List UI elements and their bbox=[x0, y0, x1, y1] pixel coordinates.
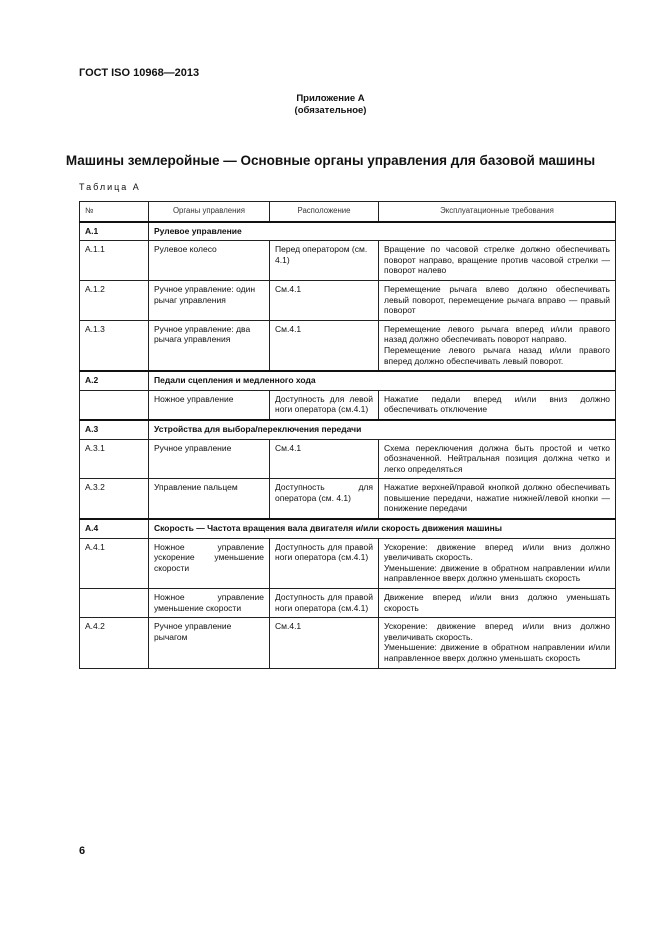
row-num: А.4.1 bbox=[80, 538, 149, 588]
section-title: Рулевое управление bbox=[149, 222, 616, 241]
row-location: См.4.1 bbox=[270, 280, 379, 320]
table-row bbox=[80, 479, 616, 519]
table-row bbox=[80, 390, 616, 420]
requirement-line: Перемещение левого рычага назад и/или правого вперед должно обеспечивать левый поворот. bbox=[384, 344, 610, 366]
row-requirement: Перемещение рычага влево должно обеспечивать левый поворот, перемещение рычага вправо — правый поворот bbox=[379, 280, 616, 320]
row-control: Ножное управление bbox=[149, 390, 270, 420]
row-num: А.1.1 bbox=[80, 241, 149, 281]
row-num: А.4.2 bbox=[80, 618, 149, 668]
requirement-line: Перемещение левого рычага вперед и/или правого назад должно обеспечивать поворот направо. bbox=[384, 323, 610, 345]
section-num: А.3 bbox=[80, 420, 149, 439]
col-header-requirements: Эксплуатационные требования bbox=[379, 202, 616, 222]
row-control: Ручное управление: два рычага управления bbox=[149, 320, 270, 371]
page-number: 6 bbox=[79, 845, 86, 857]
requirement-line: Уменьшение: движение в обратном направлении и/или направленное вверх должно уменьшать скорость bbox=[384, 562, 610, 584]
row-control: Ножное управление уменьшение скорости bbox=[149, 589, 270, 618]
table-label: Таблица А bbox=[79, 182, 141, 192]
row-num bbox=[80, 589, 149, 618]
row-location: Доступность для оператора (см. 4.1) bbox=[270, 479, 379, 519]
row-control: Ручное управление: один рычаг управления bbox=[149, 280, 270, 320]
section-row bbox=[80, 420, 616, 439]
row-control: Ручное управление рычагом bbox=[149, 618, 270, 668]
row-requirement: Вращение по часовой стрелке должно обеспечивать поворот направо, вращение против часовой стрелки — поворот налево bbox=[379, 241, 616, 281]
appendix-title: Приложение А bbox=[296, 93, 365, 104]
row-location: Доступность для правой ноги оператора (см.4.1) bbox=[270, 589, 379, 618]
table-row bbox=[80, 439, 616, 479]
document-code: ГОСТ ISO 10968—2013 bbox=[79, 67, 200, 79]
row-requirement: Нажатие педали вперед и/или вниз должно обеспечивать отключение bbox=[379, 390, 616, 420]
section-title: Устройства для выбора/переключения передачи bbox=[149, 420, 616, 439]
controls-table bbox=[79, 201, 616, 669]
section-num: А.1 bbox=[80, 222, 149, 241]
col-header-controls: Органы управления bbox=[149, 202, 270, 222]
requirement-line: Ускорение: движение вперед и/или вниз должно увеличивать скорость. bbox=[384, 541, 610, 563]
page-title: Машины землеройные — Основные органы управления для базовой машины bbox=[65, 153, 596, 168]
appendix-heading bbox=[0, 93, 661, 117]
appendix-status: (обязательное) bbox=[294, 105, 367, 116]
row-requirement bbox=[379, 618, 616, 668]
row-control: Управление пальцем bbox=[149, 479, 270, 519]
row-requirement: Нажатие верхней/правой кнопкой должно обеспечивать повышение передачи, нажатие нижней/левой кнопки — понижение передачи bbox=[379, 479, 616, 519]
section-row bbox=[80, 222, 616, 241]
col-header-num: № bbox=[80, 202, 149, 222]
section-title: Педали сцепления и медленного хода bbox=[149, 371, 616, 390]
row-location: См.4.1 bbox=[270, 439, 379, 479]
row-location: Доступность для правой ноги оператора (см.4.1) bbox=[270, 538, 379, 588]
col-header-location: Расположение bbox=[270, 202, 379, 222]
row-location: См.4.1 bbox=[270, 320, 379, 371]
row-requirement bbox=[379, 538, 616, 588]
row-num: А.1.2 bbox=[80, 280, 149, 320]
table-row bbox=[80, 538, 616, 588]
row-requirement: Схема переключения должна быть простой и четко обозначенной. Нейтральная позиция должна четко и легко определяться bbox=[379, 439, 616, 479]
row-location: Доступность для левой ноги оператора (см.4.1) bbox=[270, 390, 379, 420]
row-control: Ручное управление bbox=[149, 439, 270, 479]
table-row bbox=[80, 241, 616, 281]
row-requirement bbox=[379, 320, 616, 371]
table-row bbox=[80, 280, 616, 320]
row-num: А.1.3 bbox=[80, 320, 149, 371]
table-row bbox=[80, 320, 616, 371]
section-num: А.4 bbox=[80, 519, 149, 538]
row-control: Ножное управление ускорение уменьшение скорости bbox=[149, 538, 270, 588]
row-requirement: Движение вперед и/или вниз должно уменьшать скорость bbox=[379, 589, 616, 618]
table-header-row bbox=[80, 202, 616, 222]
row-num: А.3.1 bbox=[80, 439, 149, 479]
requirement-line: Уменьшение: движение в обратном направлении и/или направленное вверх должно уменьшать скорость bbox=[384, 642, 610, 663]
row-location: Перед оператором (см. 4.1) bbox=[270, 241, 379, 281]
row-num: А.3.2 bbox=[80, 479, 149, 519]
section-num: А.2 bbox=[80, 371, 149, 390]
row-num bbox=[80, 390, 149, 420]
section-title: Скорость — Частота вращения вала двигателя и/или скорость движения машины bbox=[149, 519, 616, 538]
requirement-line: Ускорение: движение вперед и/или вниз должно увеличивать скорость. bbox=[384, 621, 610, 642]
table-row bbox=[80, 589, 616, 618]
row-location: См.4.1 bbox=[270, 618, 379, 668]
section-row bbox=[80, 519, 616, 538]
table-row bbox=[80, 618, 616, 668]
section-row bbox=[80, 371, 616, 390]
row-control: Рулевое колесо bbox=[149, 241, 270, 281]
